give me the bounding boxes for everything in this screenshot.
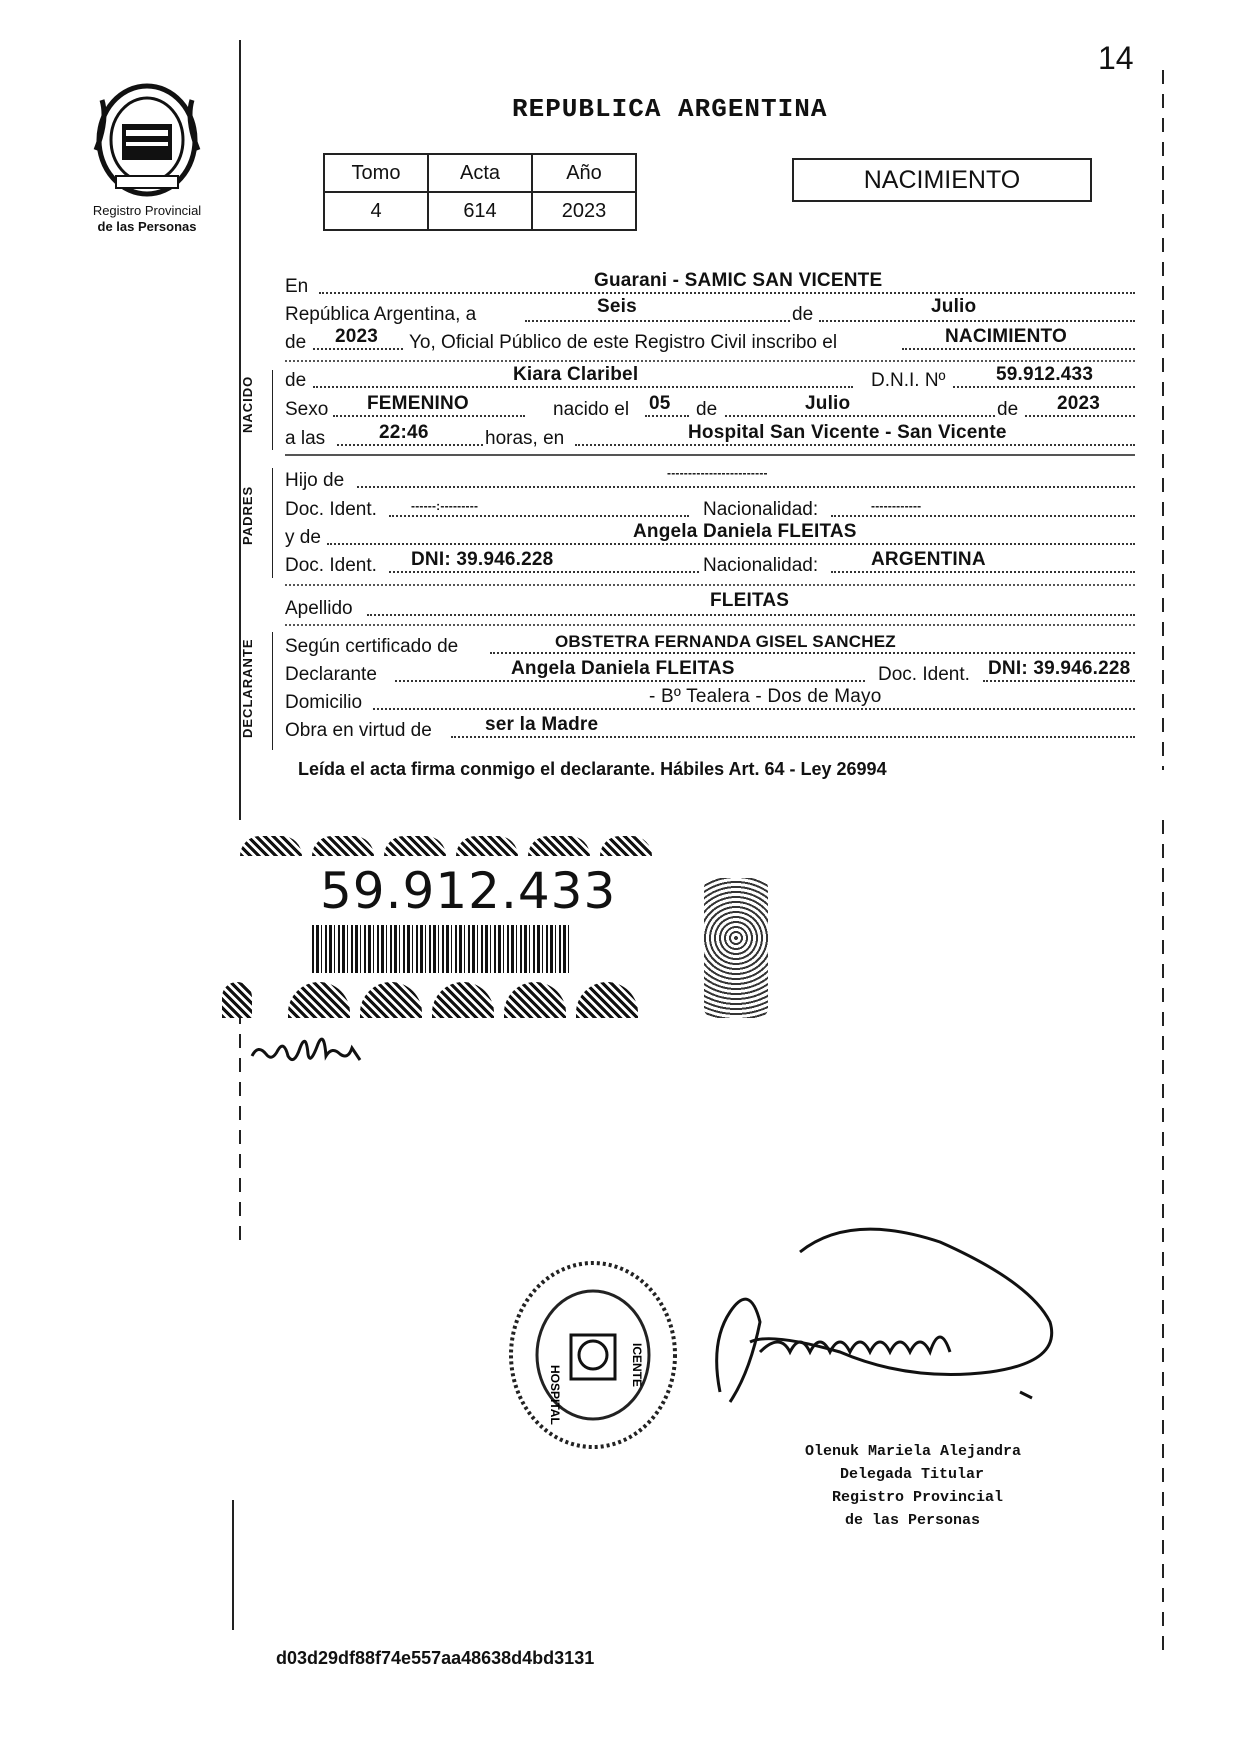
dots-certificado	[490, 652, 1135, 654]
value-mes: Julio	[931, 296, 977, 317]
dots-obra	[451, 736, 1135, 738]
side-label-nacido: NACIDO	[240, 375, 255, 433]
dni-stamp-number: 59.912.433	[320, 862, 617, 920]
registry-logo	[88, 80, 206, 198]
value-mes-nac: Julio	[805, 393, 851, 414]
dots-anio-nac	[1025, 415, 1135, 417]
registry-caption-2: de las Personas	[97, 219, 197, 234]
label-apellido: Apellido	[285, 598, 353, 619]
dots-dia-nac	[645, 415, 689, 417]
value-tipo: NACIMIENTO	[945, 326, 1067, 347]
fingerprint-top-1	[240, 836, 302, 856]
left-margin-dashes	[239, 1010, 241, 1250]
label-segun: Según certificado de	[285, 636, 459, 657]
fingerprint-bottom-6	[576, 982, 638, 1018]
value-padre-nac: ------------	[871, 499, 922, 513]
label-de-anio: de	[285, 332, 307, 353]
value-lugar-nac: Hospital San Vicente - San Vicente	[688, 422, 1007, 443]
dots-mes	[819, 320, 1135, 322]
record-table	[323, 153, 637, 231]
label-oficial: Yo, Oficial Público de este Registro Civil inscribo el	[409, 332, 838, 353]
hologram-seal	[704, 878, 768, 1018]
label-obra: Obra en virtud de	[285, 720, 432, 741]
label-declarante: Declarante	[285, 664, 377, 685]
provincia-seal-icon	[88, 80, 206, 198]
label-nacionalidad2: Nacionalidad:	[703, 555, 819, 576]
left-margin-line-lower	[232, 1500, 234, 1630]
dots-tipo	[902, 348, 1135, 350]
dots-en	[319, 292, 1135, 294]
rule-1	[285, 360, 1135, 362]
value-lugar: Guarani - SAMIC SAN VICENTE	[594, 270, 883, 291]
row-en	[285, 272, 1135, 300]
signatory-role: Delegada Titular	[840, 1466, 985, 1483]
row-nombre	[285, 366, 1135, 394]
fingerprint-top-4	[456, 836, 518, 856]
record-type-box: NACIMIENTO	[792, 158, 1092, 202]
value-anio: 2023	[335, 326, 379, 347]
signatory-name: Olenuk Mariela Alejandra	[805, 1443, 1022, 1460]
record-header-anio: Año	[532, 154, 636, 192]
label-de-anio2: de	[997, 399, 1019, 420]
dots-padre	[357, 486, 1135, 488]
row-madre-doc	[285, 551, 1135, 579]
value-hora: 22:46	[379, 422, 429, 443]
record-value-acta: 614	[428, 192, 532, 230]
value-domicilio: - Bº Tealera - Dos de Mayo	[649, 686, 882, 707]
record-value-anio: 2023	[532, 192, 636, 230]
fingerprint-bottom-2	[288, 982, 350, 1018]
label-doc-ident: Doc. Ident.	[285, 499, 377, 520]
row-declarante	[285, 660, 1135, 688]
row-obra	[285, 716, 1135, 744]
rule-2	[285, 454, 1135, 456]
label-a-las: a las	[285, 428, 326, 449]
label-y-de: y de	[285, 527, 321, 548]
value-anio-nac: 2023	[1057, 393, 1101, 414]
hospital-stamp	[503, 1255, 683, 1455]
svg-text:HOSPITAL: HOSPITAL	[548, 1365, 562, 1425]
value-madre-doc: DNI: 39.946.228	[411, 549, 554, 570]
value-dni: 59.912.433	[996, 364, 1094, 385]
closing-text: Leída el acta firma conmigo el declarante. Hábiles Art. 64 - Ley 26994	[298, 759, 887, 779]
svg-text:ICENTE: ICENTE	[630, 1343, 644, 1388]
row-certificado	[285, 632, 1135, 660]
section-divider-1	[272, 370, 273, 450]
row-apellido	[285, 590, 1135, 622]
dots-madre-doc	[389, 571, 699, 573]
barcode	[312, 925, 570, 973]
label-hijo-de: Hijo de	[285, 470, 345, 491]
row-fecha	[285, 296, 1135, 328]
dots-sexo	[333, 415, 525, 417]
record-header-acta: Acta	[428, 154, 532, 192]
label-doc-ident2: Doc. Ident.	[285, 555, 377, 576]
label-sexo: Sexo	[285, 399, 329, 420]
value-declarante: Angela Daniela FLEITAS	[511, 658, 735, 679]
fingerprint-top-5	[528, 836, 590, 856]
label-de-dia: de	[696, 399, 718, 420]
value-madre-nac: ARGENTINA	[871, 549, 986, 570]
fingerprint-bottom-1	[222, 982, 252, 1018]
fingerprint-top-6	[600, 836, 652, 856]
right-margin-dashes	[1162, 70, 1164, 770]
value-dia-letras: Seis	[597, 296, 637, 317]
label-doc-ident3: Doc. Ident.	[878, 664, 970, 685]
row-anio	[285, 328, 1135, 356]
label-republica: República Argentina, a	[285, 304, 477, 325]
page-number: 14	[1098, 40, 1134, 76]
label-en: En	[285, 276, 309, 297]
right-margin-dashes-lower	[1162, 820, 1164, 1650]
dots-anio	[313, 348, 403, 350]
side-label-declarante: DECLARANTE	[240, 638, 255, 738]
row-madre	[285, 523, 1135, 551]
fingerprint-bottom-3	[360, 982, 422, 1018]
row-sexo	[285, 395, 1135, 423]
handwritten-initials	[248, 1026, 388, 1076]
value-virtud: ser la Madre	[485, 714, 599, 735]
dots-declarante	[395, 680, 865, 682]
label-de-mes: de	[792, 304, 814, 325]
value-declarante-doc: DNI: 39.946.228	[988, 658, 1131, 679]
record-value-tomo: 4	[324, 192, 428, 230]
dots-nombre	[313, 386, 853, 388]
dots-dia	[525, 320, 790, 322]
value-madre: Angela Daniela FLEITAS	[633, 521, 857, 542]
fingerprint-bottom-5	[504, 982, 566, 1018]
value-certificado: OBSTETRA FERNANDA GISEL SANCHEZ	[555, 632, 896, 651]
fingerprint-top-2	[312, 836, 374, 856]
label-nacionalidad: Nacionalidad:	[703, 499, 819, 520]
label-horas-en: horas, en	[485, 428, 565, 449]
label-dni: D.N.I. Nº	[871, 370, 946, 391]
label-nacido-el: nacido el	[553, 399, 630, 420]
signature	[690, 1222, 1070, 1422]
rule-4	[285, 624, 1135, 626]
dots-dni	[953, 386, 1135, 388]
section-divider-2	[272, 468, 273, 578]
dots-mes-nac	[725, 415, 995, 417]
dots-madre	[327, 543, 1135, 545]
fingerprint-bottom-4	[432, 982, 494, 1018]
dots-padre-nac	[831, 515, 1135, 517]
section-divider-3	[272, 632, 273, 750]
signatory-office-2: de las Personas	[845, 1512, 981, 1529]
record-header-tomo: Tomo	[324, 154, 428, 192]
page-title: REPUBLICA ARGENTINA	[512, 94, 828, 124]
label-de-nombre: de	[285, 370, 307, 391]
side-label-padres: PADRES	[240, 485, 255, 545]
row-hora	[285, 424, 1135, 452]
value-padre: ------------------------	[667, 466, 768, 480]
dots-declarante-doc	[983, 680, 1135, 682]
dots-apellido	[367, 614, 1135, 616]
value-dia-nac: 05	[649, 393, 671, 414]
row-domicilio	[285, 688, 1135, 716]
value-nombre: Kiara Claribel	[513, 364, 639, 385]
round-stamp-icon	[503, 1255, 683, 1455]
row-hijo-de	[285, 466, 1135, 494]
value-apellido: FLEITAS	[710, 590, 790, 611]
dots-hora	[337, 444, 483, 446]
label-domicilio: Domicilio	[285, 692, 363, 713]
signatory-office: Registro Provincial	[832, 1489, 1004, 1506]
document-hash: d03d29df88f74e557aa48638d4bd3131	[276, 1648, 595, 1668]
value-sexo: FEMENINO	[367, 393, 469, 414]
row-padre-doc	[285, 495, 1135, 523]
fingerprint-top-3	[384, 836, 446, 856]
dots-lugar-nac	[575, 444, 1135, 446]
value-padre-doc: ------:---------	[411, 499, 479, 513]
dots-domicilio	[373, 708, 1135, 710]
dots-madre-nac	[831, 571, 1135, 573]
rule-3	[285, 584, 1135, 586]
registry-caption-1: Registro Provincial	[92, 203, 202, 218]
dots-padre-doc	[389, 515, 689, 517]
